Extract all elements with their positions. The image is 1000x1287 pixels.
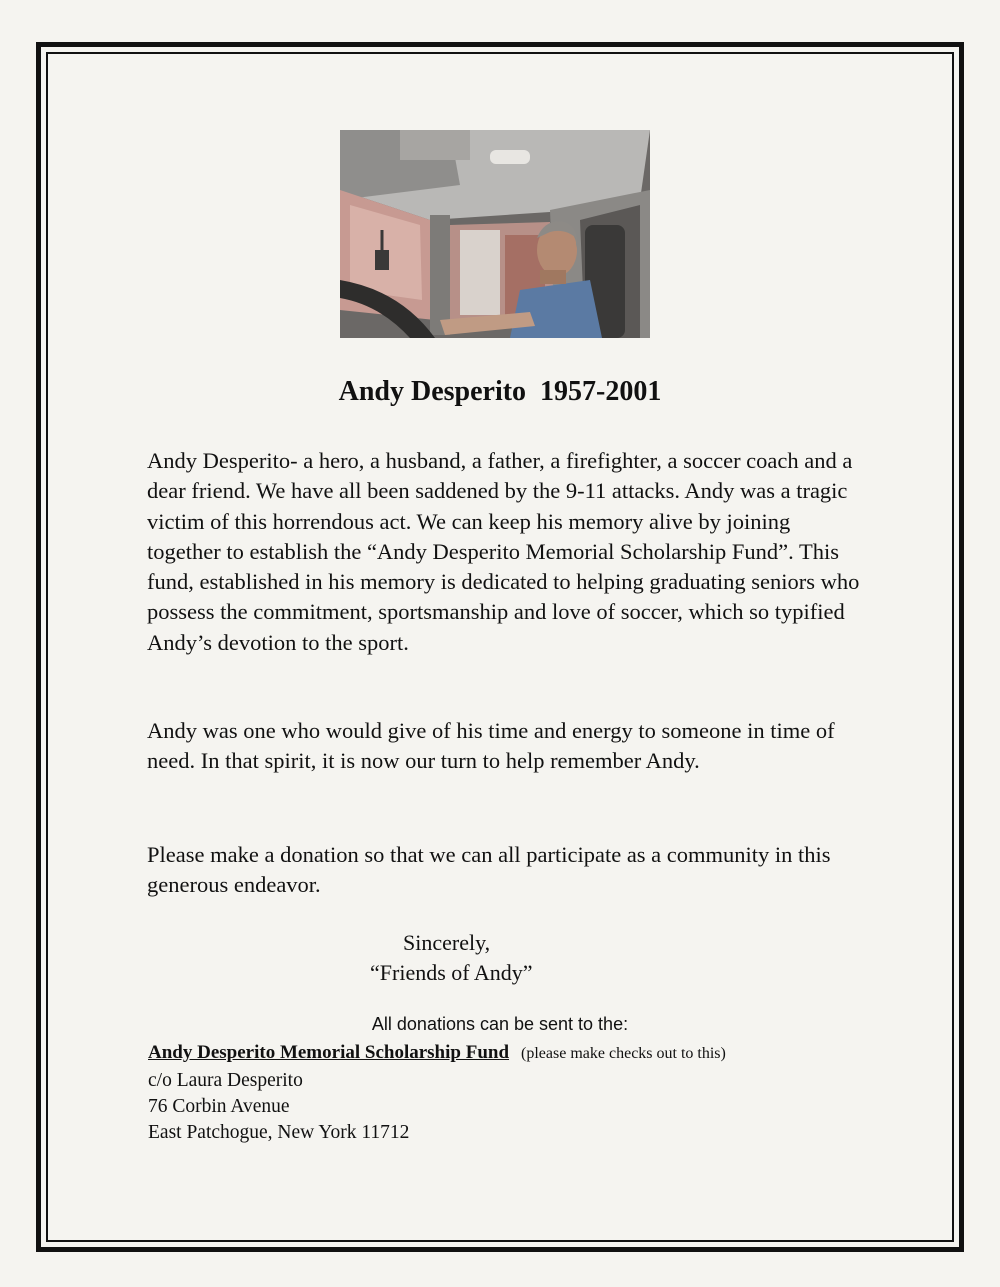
memorial-title: Andy Desperito 1957-2001 <box>338 376 662 407</box>
address-line: East Patchogue, New York 11712 <box>148 1122 410 1143</box>
fund-name: Andy Desperito Memorial Scholarship Fund <box>148 1042 510 1063</box>
donation-request-paragraph: Please make a donation so that we can all participate as a community in this generous endeavor. <box>147 842 831 898</box>
firefighter-photo <box>340 130 650 338</box>
signature: “Friends of Andy” <box>370 960 533 985</box>
salutation: Sincerely, <box>403 930 491 955</box>
tribute-paragraph: Andy Desperito- a hero, a husband, a father, a firefighter, a soccer coach and a dear friend. We have all been saddened by the 9-11 attacks. Andy was a tragic victim of this horrendous act. We can keep his memory alive by joining together to establish the “Andy Desperito Memorial Scholarship Fund”. This fund, established in his memory is dedicated to helping graduating seniors who possess the commitment, sportsmanship and love of soccer, which so typified Andy’s devotion to the sport. <box>147 448 860 655</box>
spirit-paragraph: Andy was one who would give of his time and energy to someone in time of need. In that spirit, it is now our turn to help remember Andy. <box>147 718 835 774</box>
checks-note: (please make checks out to this) <box>521 1045 726 1062</box>
mailing-address <box>148 1068 409 1146</box>
address-line: c/o Laura Desperito <box>148 1070 303 1091</box>
donation-intro: All donations can be sent to the: <box>371 1014 629 1034</box>
fund-line <box>148 1042 726 1064</box>
address-line: 76 Corbin Avenue <box>148 1096 290 1117</box>
